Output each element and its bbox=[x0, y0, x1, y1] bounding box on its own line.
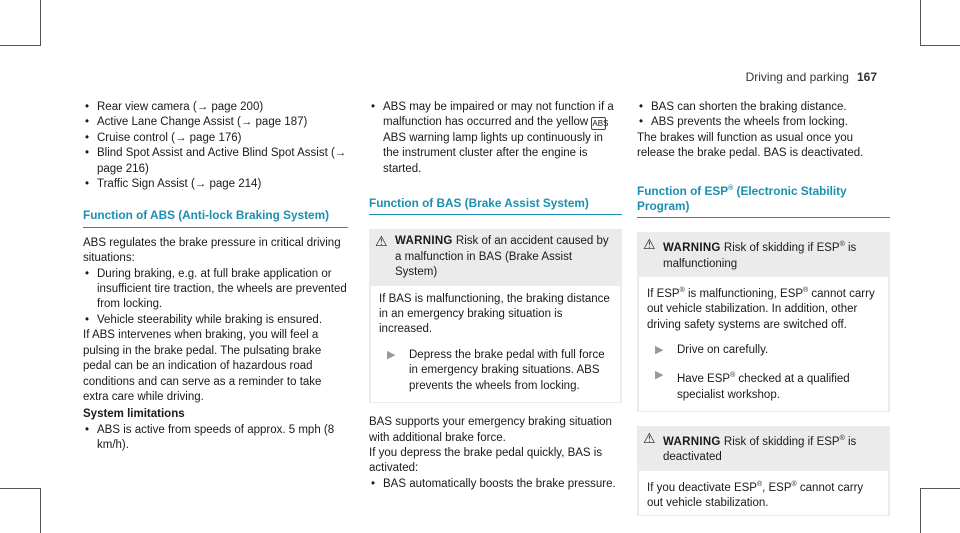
warning-header bbox=[369, 229, 622, 285]
crop-mark bbox=[920, 45, 960, 46]
abs-impaired-text-a: ABS may be impaired or may not function if a malfunction has occurred and the yellow bbox=[383, 101, 614, 129]
list-item[interactable]: • Rear view camera (→ page 200) bbox=[83, 100, 348, 115]
limitations-list bbox=[83, 423, 348, 454]
abs-impaired-list bbox=[369, 100, 622, 177]
crop-mark bbox=[0, 45, 40, 46]
action-arrow-icon: ▶ bbox=[655, 344, 664, 357]
abs-warning-lamp-icon: ABS bbox=[592, 119, 609, 129]
action-arrow-icon: ▶ bbox=[387, 348, 396, 361]
system-limitations-heading: System limitations bbox=[83, 408, 185, 421]
action-text: Have ESP® checked at a qualified specialist workshop. bbox=[677, 372, 850, 401]
list-item[interactable]: • Traffic Sign Assist (→ page 214) bbox=[83, 177, 348, 192]
warning-word: WARNING bbox=[663, 242, 721, 255]
list-item bbox=[369, 100, 622, 177]
list-item: • ABS prevents the wheels from locking. bbox=[637, 115, 890, 130]
warning-triangle-icon: ⚠ bbox=[375, 233, 388, 250]
warning-word: WARNING bbox=[395, 235, 453, 248]
crop-mark bbox=[920, 0, 921, 46]
warning-triangle-icon: ⚠ bbox=[643, 430, 656, 447]
warning-header: ⚠ WARNING Risk of skidding if ESP® is malfunctioning bbox=[637, 232, 890, 277]
action-step bbox=[647, 368, 880, 403]
warning-body bbox=[638, 277, 889, 412]
section-title-esp: Function of ESP® (Electronic Stability Program) bbox=[637, 181, 890, 219]
brakes-paragraph: The brakes will function as usual once you release the brake pedal. BAS is deactivated. bbox=[637, 131, 864, 160]
warning-text: If you deactivate ESP®, ESP® cannot carry out vehicle stabilization. bbox=[647, 480, 864, 509]
warning-box-esp-deactivated bbox=[637, 426, 890, 516]
list-item: • Vehicle steerability while braking is ensured. bbox=[83, 313, 348, 328]
warning-body bbox=[638, 471, 889, 517]
list-item[interactable]: • Active Lane Change Assist (→ page 187) bbox=[83, 115, 348, 130]
bas-list bbox=[369, 477, 622, 492]
section-title-abs: Function of ABS (Anti-lock Braking System) bbox=[83, 208, 348, 227]
warning-box-bas bbox=[369, 229, 622, 403]
action-step bbox=[647, 343, 880, 358]
warning-text: If BAS is malfunctioning, the braking distance in an emergency braking situation is increased. bbox=[379, 292, 610, 336]
abs-intro: ABS regulates the brake pressure in critical driving situations: bbox=[83, 236, 341, 265]
section-title-bas: Function of BAS (Brake Assist System) bbox=[369, 196, 622, 215]
list-item: • BAS automatically boosts the brake pressure. bbox=[369, 477, 622, 492]
cross-reference-list bbox=[83, 100, 348, 192]
list-item: • During braking, e.g. at full brake application or insufficient tire traction, the wheels are prevented from locking. bbox=[83, 267, 348, 313]
section-name: Driving and parking bbox=[745, 70, 849, 84]
warning-header: ⚠ WARNING Risk of skidding if ESP® is deactivated bbox=[637, 426, 890, 471]
page-number: 167 bbox=[856, 70, 877, 84]
list-item[interactable]: • Blind Spot Assist and Active Blind Spot Assist (→ page 216) bbox=[83, 146, 348, 177]
crop-mark bbox=[40, 0, 41, 46]
action-step bbox=[379, 348, 612, 394]
abs-paragraph: If ABS intervenes when braking, you will feel a pulsing in the brake pedal. The pulsating brake pedal can be an indication of hazardous road conditions and can serve as a reminder to take extra care while driving. bbox=[83, 329, 322, 403]
abs-list bbox=[83, 267, 348, 329]
column-1 bbox=[83, 100, 348, 454]
warning-triangle-icon: ⚠ bbox=[643, 236, 656, 253]
crop-mark bbox=[0, 488, 40, 489]
warning-headline: Risk of an accident caused by a malfunction in BAS (Brake Assist System) bbox=[395, 235, 609, 279]
action-arrow-icon: ▶ bbox=[655, 369, 664, 382]
page-header bbox=[746, 70, 877, 84]
bas-paragraph-2: If you depress the brake pedal quickly, BAS is activated: bbox=[369, 446, 603, 475]
action-text: Depress the brake pedal with full force in emergency braking situations. ABS prevents the wheels from locking. bbox=[409, 348, 605, 392]
warning-word: WARNING bbox=[663, 435, 721, 448]
bas-paragraph-1: BAS supports your emergency braking situation with additional brake force. bbox=[369, 416, 612, 444]
crop-mark bbox=[920, 488, 921, 533]
warning-text: If ESP® is malfunctioning, ESP® cannot carry out vehicle stabilization. In addition, other driving safety systems are switched off. bbox=[647, 287, 875, 331]
warning-body bbox=[370, 286, 621, 403]
list-item[interactable]: • Cruise control (→ page 176) bbox=[83, 131, 348, 146]
column-2 bbox=[369, 100, 622, 492]
list-item: • BAS can shorten the braking distance. bbox=[637, 100, 890, 115]
bas-effects-list bbox=[637, 100, 890, 131]
abs-impaired-text-b: ABS warning lamp lights up continuously in the instrument cluster after the engine is started. bbox=[383, 131, 603, 175]
list-item: • ABS is active from speeds of approx. 5 mph (8 km/h). bbox=[83, 423, 348, 454]
action-text: Drive on carefully. bbox=[677, 344, 769, 357]
crop-mark bbox=[40, 488, 41, 533]
crop-mark bbox=[920, 488, 960, 489]
warning-box-esp-malfunction bbox=[637, 232, 890, 412]
column-3 bbox=[637, 100, 890, 516]
